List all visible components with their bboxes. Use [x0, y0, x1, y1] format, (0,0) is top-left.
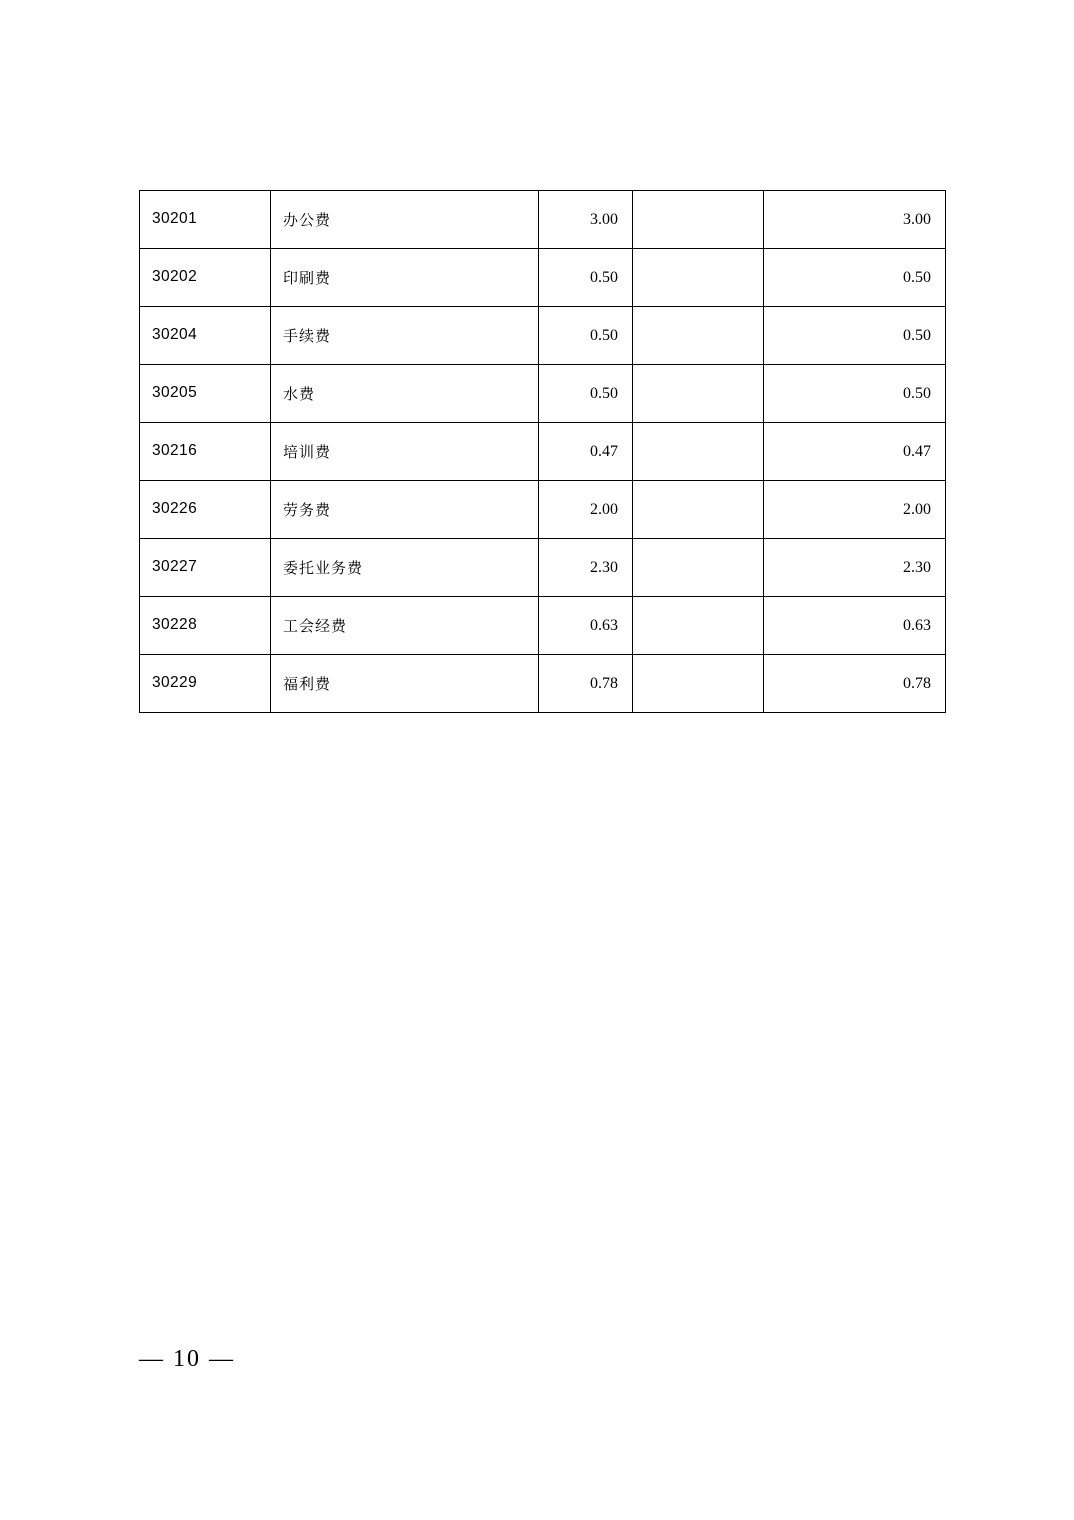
- cell-name: 手续费: [271, 307, 539, 365]
- cell-name: 培训费: [271, 423, 539, 481]
- cell-value2: [633, 307, 764, 365]
- cell-value3: 0.50: [764, 365, 946, 423]
- cell-value3: 0.50: [764, 249, 946, 307]
- cell-value2: [633, 423, 764, 481]
- cell-value1: 0.47: [539, 423, 633, 481]
- cell-code: 30201: [140, 191, 271, 249]
- table-body: [140, 191, 946, 713]
- cell-value2: [633, 191, 764, 249]
- table-row: [140, 597, 946, 655]
- table-row: [140, 655, 946, 713]
- table-row: [140, 249, 946, 307]
- cell-value2: [633, 539, 764, 597]
- cell-code: 30205: [140, 365, 271, 423]
- cell-value2: [633, 655, 764, 713]
- budget-expense-table: [139, 190, 946, 713]
- cell-value3: 0.47: [764, 423, 946, 481]
- cell-value1: 3.00: [539, 191, 633, 249]
- cell-value1: 0.50: [539, 365, 633, 423]
- cell-value1: 2.30: [539, 539, 633, 597]
- table-row: [140, 365, 946, 423]
- cell-value1: 0.78: [539, 655, 633, 713]
- cell-value3: 2.30: [764, 539, 946, 597]
- cell-value2: [633, 249, 764, 307]
- cell-value2: [633, 365, 764, 423]
- cell-code: 30228: [140, 597, 271, 655]
- cell-code: 30226: [140, 481, 271, 539]
- table-row: [140, 191, 946, 249]
- cell-value3: 0.63: [764, 597, 946, 655]
- table-row: [140, 539, 946, 597]
- cell-code: 30202: [140, 249, 271, 307]
- cell-value2: [633, 481, 764, 539]
- cell-code: 30229: [140, 655, 271, 713]
- cell-code: 30227: [140, 539, 271, 597]
- cell-code: 30204: [140, 307, 271, 365]
- page-number: — 10 —: [139, 1346, 235, 1372]
- cell-value1: 0.50: [539, 307, 633, 365]
- cell-value1: 0.63: [539, 597, 633, 655]
- cell-name: 委托业务费: [271, 539, 539, 597]
- cell-name: 水费: [271, 365, 539, 423]
- cell-name: 福利费: [271, 655, 539, 713]
- table-row: [140, 307, 946, 365]
- cell-name: 印刷费: [271, 249, 539, 307]
- cell-value3: 0.50: [764, 307, 946, 365]
- cell-name: 工会经费: [271, 597, 539, 655]
- cell-value3: 3.00: [764, 191, 946, 249]
- cell-value1: 0.50: [539, 249, 633, 307]
- cell-value1: 2.00: [539, 481, 633, 539]
- cell-value3: 0.78: [764, 655, 946, 713]
- cell-code: 30216: [140, 423, 271, 481]
- table-row: [140, 481, 946, 539]
- cell-name: 办公费: [271, 191, 539, 249]
- table-row: [140, 423, 946, 481]
- cell-value3: 2.00: [764, 481, 946, 539]
- cell-value2: [633, 597, 764, 655]
- cell-name: 劳务费: [271, 481, 539, 539]
